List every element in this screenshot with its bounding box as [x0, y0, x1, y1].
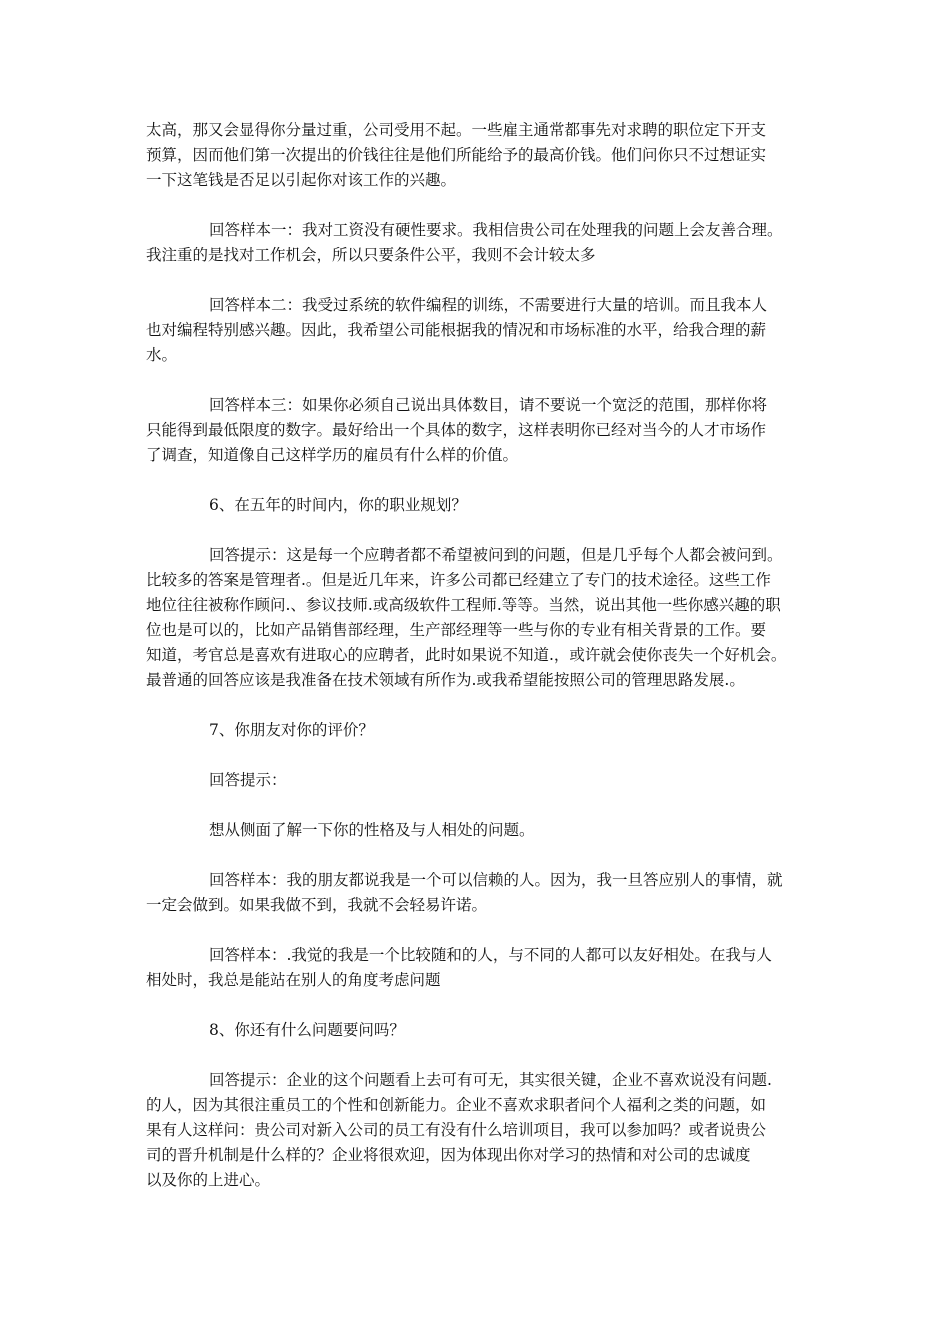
text-line: 也对编程特别感兴趣。因此，我希望公司能根据我的情况和市场标准的水平，给我合理的薪: [146, 321, 767, 339]
question-heading-6: 6、在五年的时间内，你的职业规划？: [209, 496, 467, 514]
text-line: 位也是可以的，比如产品销售部经理，生产部经理等一些与你的专业有相关背景的工作。要: [146, 621, 767, 639]
text-line: 果有人这样问：贵公司对新入公司的员工有没有什么培训项目，我可以参加吗？或者说贵公: [146, 1121, 767, 1139]
paragraph-sample-answer-3: [146, 393, 810, 468]
text-line: 一下这笔钱是否足以引起你对该工作的兴趣。: [146, 171, 457, 189]
question-heading-7: 7、你朋友对你的评价？: [209, 721, 374, 739]
text-line: 回答样本一：我对工资没有硬性要求。我相信贵公司在处理我的问题上会友善合理。: [209, 221, 783, 239]
paragraph-sample-answer-7a: [146, 868, 810, 918]
text-line: 了调查，知道像自己这样学历的雇员有什么样的价值。: [146, 446, 519, 464]
text-line: 回答样本三：如果你必须自己说出具体数目，请不要说一个宽泛的范围，那样你将: [209, 396, 768, 414]
text-line: 回答样本：我的朋友都说我是一个可以信赖的人。因为，我一旦答应别人的事情，就: [209, 871, 783, 889]
text-line: 司的晋升机制是什么样的？企业将很欢迎，因为体现出你对学习的热情和对公司的忠诚度: [146, 1146, 751, 1164]
text-line: 比较多的答案是管理者.。但是近几年来，许多公司都已经建立了专门的技术途径。这些工作: [146, 571, 771, 589]
question-heading-8: 8、你还有什么问题要问吗？: [209, 1021, 405, 1039]
paragraph-sample-answer-7b: [146, 943, 810, 993]
text-line: 一定会做到。如果我做不到，我就不会轻易许诺。: [146, 896, 488, 914]
paragraph-salary-context: [146, 118, 810, 193]
text-line: 我注重的是找对工作机会，所以只要条件公平，我则不会计较太多: [146, 246, 596, 264]
text-line: 回答提示：这是每一个应聘者都不希望被问到的问题，但是几乎每个人都会被问到。: [209, 546, 783, 564]
text-line: 水。: [146, 346, 178, 364]
paragraph-hint-detail-7: 想从侧面了解一下你的性格及与人相处的问题。: [209, 821, 535, 839]
answer-hint-label-7: 回答提示：: [209, 771, 287, 789]
text-line: 只能得到最低限度的数字。最好给出一个具体的数字，这样表明你已经对当今的人才市场作: [146, 421, 767, 439]
text-line: 的人，因为其很注重员工的个性和创新能力。企业不喜欢求职者问个人福利之类的问题，如: [146, 1096, 767, 1114]
text-line: 相处时，我总是能站在别人的角度考虑问题: [146, 971, 441, 989]
text-line: 预算，因而他们第一次提出的价钱往往是他们所能给予的最高价钱。他们问你只不过想证实: [146, 146, 767, 164]
text-line: 以及你的上进心。: [146, 1171, 271, 1189]
paragraph-answer-hint-8: [146, 1068, 810, 1193]
text-line: 回答样本：.我觉的我是一个比较随和的人，与不同的人都可以友好相处。在我与人: [209, 946, 772, 964]
text-line: 太高，那又会显得你分量过重，公司受用不起。一些雇主通常都事先对求聘的职位定下开支: [146, 121, 767, 139]
paragraph-answer-hint-6: [146, 543, 810, 693]
text-line: 知道，考官总是喜欢有进取心的应聘者，此时如果说不知道.，或许就会使你丧失一个好机会。: [146, 646, 787, 664]
text-line: 回答提示：企业的这个问题看上去可有可无，其实很关键，企业不喜欢说没有问题.: [209, 1071, 772, 1089]
paragraph-sample-answer-1: [146, 218, 810, 268]
text-line: 地位往往被称作顾问.、参议技师.或高级软件工程师.等等。当然，说出其他一些你感兴趣的职: [146, 596, 781, 614]
paragraph-sample-answer-2: [146, 293, 810, 368]
text-line: 最普通的回答应该是我准备在技术领域有所作为.或我希望能按照公司的管理思路发展.。: [146, 671, 745, 689]
text-line: 回答样本二：我受过系统的软件编程的训练，不需要进行大量的培训。而且我本人: [209, 296, 768, 314]
